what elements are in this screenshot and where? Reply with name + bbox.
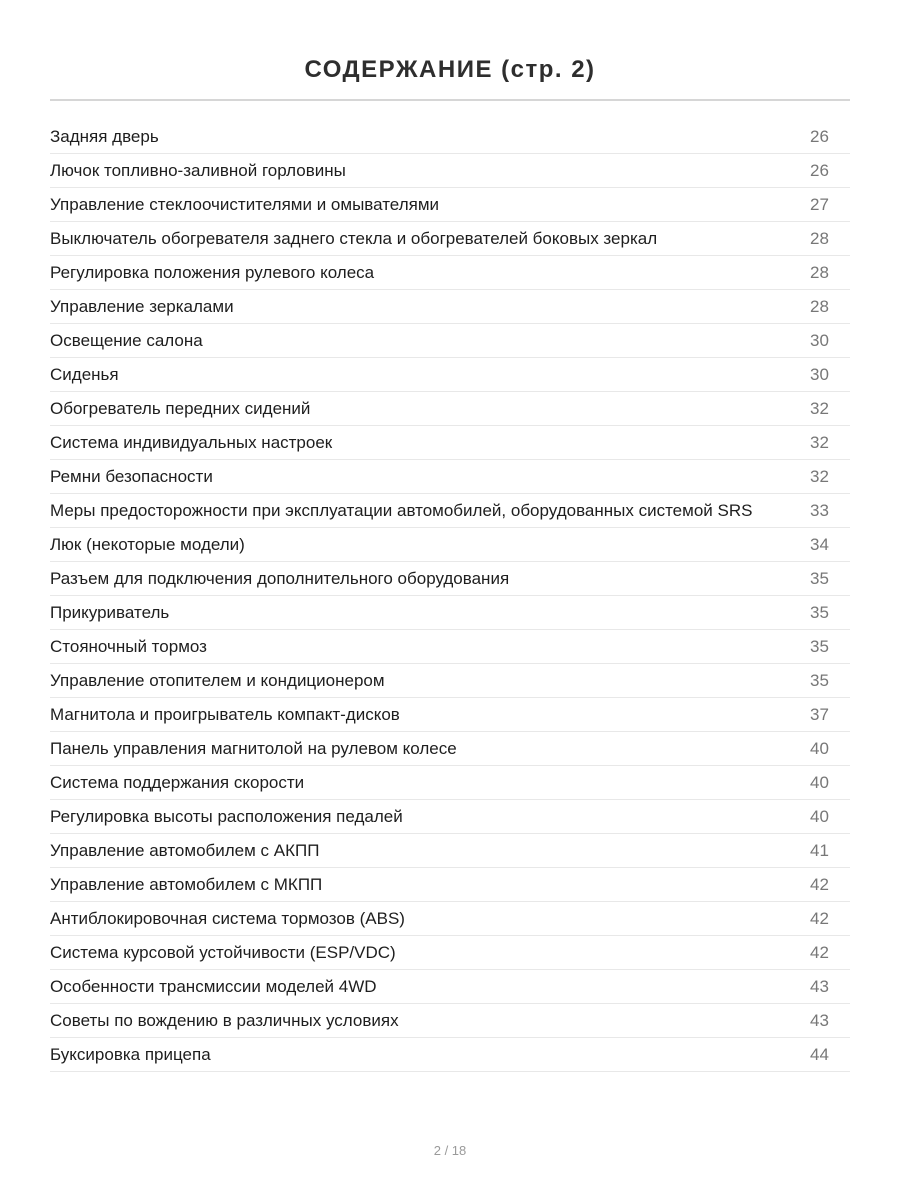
toc-entry-page-number: 28 (810, 296, 829, 316)
page-number: 2 / 18 (433, 1143, 467, 1158)
toc-entry-title: Управление стеклоочистителями и омывателями (50, 194, 439, 214)
toc-entry-title: Лючок топливно-заливной горловины (50, 160, 346, 180)
toc-entry-title: Магнитола и проигрыватель компакт-дисков (50, 704, 400, 724)
toc-entry-page-number: 28 (810, 228, 829, 248)
toc-entry-page-number: 32 (810, 466, 829, 486)
toc-entry-title: Регулировка положения рулевого колеса (50, 262, 375, 282)
toc-entry-page-number: 33 (810, 500, 829, 520)
toc-entry-page-number: 42 (810, 908, 829, 928)
toc-entry-page-number: 35 (810, 568, 829, 588)
toc-entry[interactable] (50, 290, 850, 324)
toc-entry[interactable] (50, 834, 850, 868)
toc-entry-page-number: 26 (810, 126, 829, 146)
toc-entry[interactable] (50, 256, 850, 290)
toc-entry-title: Особенности трансмиссии моделей 4WD (50, 976, 377, 996)
toc-entry[interactable] (50, 324, 850, 358)
toc-entry-title: Обогреватель передних сидений (50, 398, 311, 418)
toc-entry-page-number: 43 (810, 1010, 829, 1030)
toc-entry-page-number: 30 (810, 330, 829, 350)
toc-list (50, 120, 850, 1072)
toc-entry-title: Задняя дверь (50, 126, 159, 146)
toc-entry-title: Освещение салона (50, 330, 203, 350)
toc-entry-page-number: 40 (810, 738, 829, 758)
toc-entry-page-number: 26 (810, 160, 829, 180)
toc-entry[interactable] (50, 596, 850, 630)
toc-entry[interactable] (50, 664, 850, 698)
toc-entry[interactable] (50, 154, 850, 188)
toc-entry-page-number: 28 (810, 262, 829, 282)
toc-entry[interactable] (50, 868, 850, 902)
toc-entry-title: Антиблокировочная система тормозов (ABS) (50, 908, 405, 928)
toc-entry[interactable] (50, 732, 850, 766)
toc-entry-title: Разъем для подключения дополнительного оборудования (50, 568, 510, 588)
toc-entry[interactable] (50, 460, 850, 494)
toc-entry[interactable] (50, 120, 850, 154)
toc-entry-title: Система курсовой устойчивости (ESP/VDC) (50, 942, 396, 962)
toc-entry-title: Система поддержания скорости (50, 772, 305, 792)
toc-entry[interactable] (50, 392, 850, 426)
toc-entry-page-number: 35 (810, 602, 829, 622)
toc-entry-page-number: 30 (810, 364, 829, 384)
toc-entry-title: Сиденья (50, 364, 119, 384)
toc-entry-page-number: 43 (810, 976, 829, 996)
toc-entry-page-number: 37 (810, 704, 829, 724)
toc-entry[interactable] (50, 494, 850, 528)
toc-entry-title: Советы по вождению в различных условиях (50, 1010, 399, 1030)
toc-entry[interactable] (50, 630, 850, 664)
toc-entry[interactable] (50, 698, 850, 732)
page-title: СОДЕРЖАНИЕ (стр. 2) (304, 56, 596, 84)
toc-entry-page-number: 44 (810, 1044, 829, 1064)
toc-entry[interactable] (50, 426, 850, 460)
toc-entry-page-number: 42 (810, 942, 829, 962)
toc-entry-title: Управление автомобилем с МКПП (50, 874, 323, 894)
toc-entry-page-number: 41 (810, 840, 829, 860)
toc-entry-page-number: 42 (810, 874, 829, 894)
toc-entry-title: Меры предосторожности при эксплуатации автомобилей, оборудованных системой SRS (50, 500, 753, 520)
toc-entry-title: Стояночный тормоз (50, 636, 207, 656)
toc-entry-page-number: 40 (810, 806, 829, 826)
toc-entry-page-number: 34 (810, 534, 829, 554)
toc-entry-page-number: 35 (810, 670, 829, 690)
toc-entry-title: Управление зеркалами (50, 296, 234, 316)
toc-entry[interactable] (50, 970, 850, 1004)
toc-entry-title: Панель управления магнитолой на рулевом колесе (50, 738, 457, 758)
toc-entry[interactable] (50, 902, 850, 936)
toc-entry[interactable] (50, 1004, 850, 1038)
toc-entry-title: Буксировка прицепа (50, 1044, 211, 1064)
title-divider (50, 99, 850, 101)
toc-entry[interactable] (50, 188, 850, 222)
toc-entry[interactable] (50, 562, 850, 596)
toc-entry-page-number: 32 (810, 398, 829, 418)
toc-entry[interactable] (50, 766, 850, 800)
toc-entry[interactable] (50, 936, 850, 970)
toc-entry[interactable] (50, 800, 850, 834)
toc-entry-page-number: 27 (810, 194, 829, 214)
toc-entry-title: Управление автомобилем с АКПП (50, 840, 320, 860)
toc-entry-title: Люк (некоторые модели) (50, 534, 245, 554)
toc-entry[interactable] (50, 222, 850, 256)
toc-entry-title: Выключатель обогревателя заднего стекла и обогревателей боковых зеркал (50, 228, 658, 248)
toc-entry-title: Управление отопителем и кондиционером (50, 670, 385, 690)
toc-entry[interactable] (50, 358, 850, 392)
toc-entry-title: Система индивидуальных настроек (50, 432, 333, 452)
toc-entry-page-number: 35 (810, 636, 829, 656)
toc-entry-title: Прикуриватель (50, 602, 170, 622)
toc-entry[interactable] (50, 1038, 850, 1072)
toc-entry-title: Ремни безопасности (50, 466, 213, 486)
toc-entry-page-number: 32 (810, 432, 829, 452)
toc-entry-title: Регулировка высоты расположения педалей (50, 806, 403, 826)
toc-entry[interactable] (50, 528, 850, 562)
toc-entry-page-number: 40 (810, 772, 829, 792)
